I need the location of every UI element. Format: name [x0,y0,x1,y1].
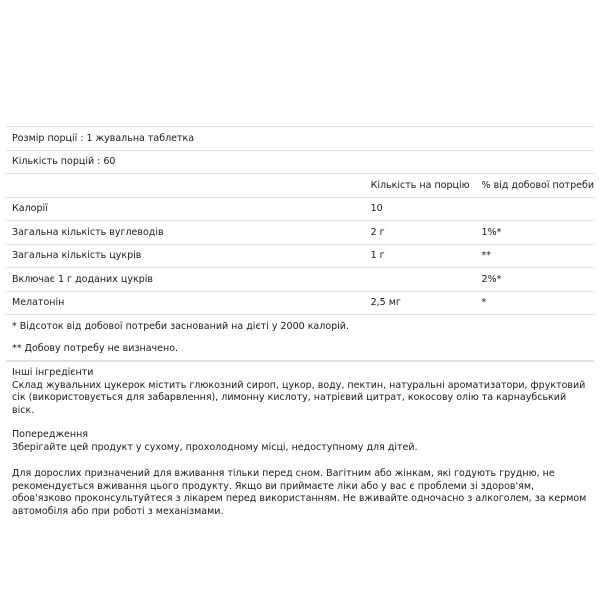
warning-title: Попередження [12,429,88,440]
header-daily-value: % від добової потреби [476,174,594,198]
nutrient-daily-value: * [476,291,594,315]
supplement-facts-table [6,126,594,361]
table-header-row [6,174,594,198]
table-row [6,244,594,268]
nutrient-name: Загальна кількість вуглеводів [6,221,365,245]
servings-count: Кількість порцій : 60 [6,150,594,174]
nutrient-daily-value [476,197,594,221]
table-row [6,197,594,221]
ingredients-title: Інші інгредієнти [12,367,94,378]
warning-section [6,429,594,454]
table-row [6,291,594,315]
nutrient-amount: 10 [365,197,476,221]
nutrient-daily-value: ** [476,244,594,268]
usage-text: Для дорослих призначений для вживання тільки перед сном. Вагітним або жінкам, які годують грудню, не рекомендується вживання цього продукту. Якщо ви приймаєте ліки або у вас є проблеми зі здоров'ям, обов'язково проконсультуйтеся з лікарем перед використанням. Не вживайте одночасно з алкоголем, за кермом автомобіля або при роботі з механізмами. [12,468,587,517]
usage-section [6,468,594,518]
nutrient-amount: 1 г [365,244,476,268]
ingredients-text: Склад жувальних цукерок містить глюкозний сироп, цукор, воду, пектин, натуральні ароматизатори, фруктовий сік (використовується для забарвлення), лимонну кислоту, натрієвий цитрат, кокосову олію та карнаубський віск. [12,379,586,416]
warning-text: Зберігайте цей продукт у сухому, прохолодному місці, недоступному для дітей. [12,441,418,453]
servings-count-row [6,150,594,174]
footnote-not-established: ** Добову потребу не визначено. [6,338,594,361]
serving-size-row [6,127,594,151]
supplement-facts-panel [6,126,594,518]
header-amount: Кількість на порцію [365,174,476,198]
nutrient-daily-value: 1%* [476,221,594,245]
nutrient-name: Мелатонін [6,291,365,315]
footnote-row [6,315,594,338]
nutrient-name: Включає 1 г доданих цукрів [6,268,365,292]
nutrient-amount: 2 г [365,221,476,245]
nutrient-name: Загальна кількість цукрів [6,244,365,268]
table-row [6,221,594,245]
footnote-row [6,338,594,361]
nutrient-daily-value: 2%* [476,268,594,292]
serving-size: Розмір порції : 1 жувальна таблетка [6,127,594,151]
nutrient-amount [365,268,476,292]
table-row [6,268,594,292]
nutrient-name: Калорії [6,197,365,221]
footnote-daily-value: * Відсоток від добової потреби заснований на дієті у 2000 калорій. [12,320,349,332]
nutrient-amount: 2,5 мг [365,291,476,315]
ingredients-section [6,361,594,417]
